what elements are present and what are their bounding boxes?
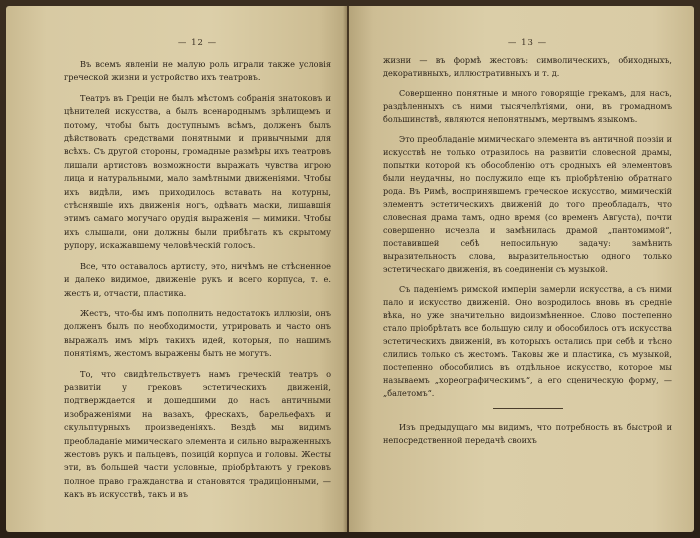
paragraph: То, что свидѣтельствуетъ намъ греческій театръ о развитіи у грековъ эстетическихъ движеній, подтверждается и дошедшими до насъ античными изображеніями на вазахъ, фрескахъ, барельефахъ и скульптурныхъ произведеніяхъ. Вездѣ мы видимъ преобладаніе мимическаго элемента и сильно выраженныхъ жестовъ рукъ и пальцевъ, позицій корпуса и головы. Жесты эти, въ большей части условные, пріобрѣтаютъ у грековъ полное право гражданства и становятся традиціонными, — какъ въ искусствѣ, такъ и въ [64, 368, 331, 500]
paragraph: Въ всемъ явленіи не малую роль играли также условія греческой жизни и устройство ихъ театровъ. [64, 59, 331, 83]
paragraph: Изъ предыдущаго мы видимъ, что потребность въ быстрой и непосредственной передачѣ своихъ [383, 422, 672, 445]
paragraph: Это преобладаніе мимическаго элемента въ античной поэзіи и искусствѣ не только отразилось на развитіи словесной драмы, попытки которой къ обособленію отъ сродныхъ ей элементовъ были неудачны, но послужило еще къ пріобрѣтенію обратнаго рода. Въ Римѣ, воспринявшемъ греческое искусство, мимическій элементъ эстетическихъ движеній до того преобладалъ, что словесная драма тамъ, одно время (со временъ Августа), почти совершенно исчезла и замѣнилась драмой „пантомимой“, поставившей себѣ непосильную задачу: замѣнить выразительность слова, выразительностью одного только эстетическаго движенія, въ соединеніи съ музыкой. [383, 134, 672, 274]
page-number-right: — 13 — [507, 38, 548, 48]
right-page [349, 6, 694, 532]
paragraph: Жестъ, что-бы имъ пополнить недостатокъ иллюзіи, онъ долженъ былъ по необходимости, утрировать и часто онъ выражалъ имъ міръ такихъ идей, которыя, по нашимъ понятіямъ, жестомъ выражены быть не могутъ. [64, 307, 331, 359]
paragraph: Все, что оставалось артисту, это, ничѣмъ не стѣсненное и далеко видимое, движеніе рукъ и всего корпуса, т. е. жестъ и, отчасти, пластика. [64, 260, 331, 298]
paragraph: Театръ въ Греціи не былъ мѣстомъ собранія знатоковъ и цѣнителей искусства, а былъ всенароднымъ зрѣлищемъ и потому, чтобы быть доступнымъ всѣмъ, долженъ былъ дѣйствовать средствами понятными и привычными для всѣхъ. Съ другой стороны, громадные размѣры ихъ театровъ лишали артистовъ возможности выражать чувства игрою лица и натуральными, мало замѣтными движеніями. Чтобы ихъ видѣли, имъ приходилось вставать на котурны, стѣснявшіе ихъ движенія ногъ, одѣвать маски, лишавшія этимъ самаго могучаго орудія выраженія — мимики. Чтобы ихъ слышали, они должны были прибѣгать къ скрытому рупору, искажавшему человѣческій голосъ. [64, 92, 331, 251]
left-page [6, 6, 347, 532]
paragraph: Совершенно понятные и много говорящіе грекамъ, для насъ, раздѣленныхъ съ ними тысячелѣтіями, они, въ громадномъ большинствѣ, являются непонятнымъ, мертвымъ языкомъ. [383, 88, 672, 124]
paragraph: Съ паденіемъ римской имперіи замерли искусства, а съ ними пало и искусство движеній. Оно возродилось вновь въ средніе вѣка, но уже значительно видоизмѣненное. Слово постепенно стало пріобрѣтать все большую силу и обособилось отъ искусства эстетическихъ движеній, въ которыхъ остались при себѣ и тѣсно слились только съ жестомъ. Таковы же и пластика, съ музыкой, постепенно обособились въ отдѣльное искусство, которое мы называемъ „хореографическимъ“, а его сценическую форму, — „балетомъ“. [383, 284, 672, 398]
section-divider [493, 408, 563, 409]
page-number-left: — 12 — [177, 38, 218, 48]
paragraph: жизни — въ формѣ жестовъ: символическихъ, обиходныхъ, декоративныхъ, иллюстративныхъ и т. д. [383, 55, 672, 78]
